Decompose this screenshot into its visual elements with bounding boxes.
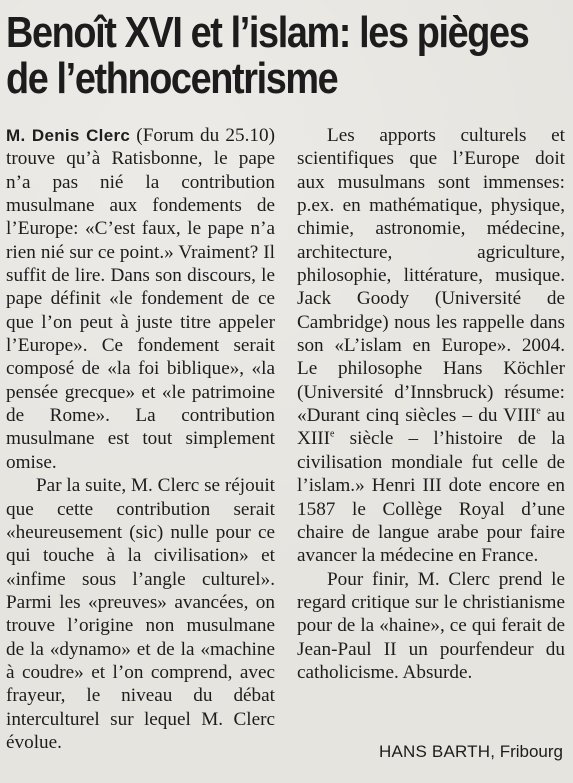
superscript-e: e xyxy=(536,405,541,417)
paragraph-3 xyxy=(297,124,565,568)
paragraph-3-text-c: siècle – l’histoire de la civilisation mondiale fut celle de l’islam.» Henri III dote encore en 1587 le Collège Royal d’une chaire de langue arabe pour faire avancer la médecine en France. xyxy=(297,428,565,567)
signature-place: Fribourg xyxy=(499,742,563,761)
letter-signature xyxy=(379,742,563,762)
author-name: M. Denis Clerc xyxy=(6,126,131,145)
left-column xyxy=(6,124,275,754)
superscript-e: e xyxy=(330,429,335,441)
signature-name: HANS BARTH xyxy=(378,742,491,761)
signature-separator: , xyxy=(490,742,500,761)
article-headline xyxy=(6,8,529,103)
right-column xyxy=(297,124,565,684)
paragraph-2: Par la suite, M. Clerc se réjouit que cette contribution serait «heureusement (sic) nulle pour ce qui touche à la civilisation» et «infime sous l’angle culturel». Parmi les «preuves» avancées, on trouve l’origine non musulmane de la «dynamo» et de la «machine à coudre» et l’on comprend, avec frayeur, le niveau du débat interculturel sur lequel M. Clerc évolue. xyxy=(6,475,275,753)
paragraph-3-text-a: Les apports culturels et scientifiques que l’Europe doit aux musulmans sont immenses: p.ex. en mathématique, physique, chimie, astronomie, médecine, architecture, agriculture, philosophie, littérature, musique. Jack Goody (Université de Cambridge) nous les rappelle dans son «L’islam en Europe». 2004. Le philosophe Hans Köchler (Université d’Innsbruck) résume: «Durant cinq siècles – du VIII xyxy=(297,125,565,427)
paragraph-1 xyxy=(6,124,275,474)
headline-line-1: Benoît XVI et l’islam: les pièges xyxy=(6,8,529,57)
paragraph-3-text-b: au XIII xyxy=(297,405,565,450)
paragraph-1-text: (Forum du 25.10) trouve qu’à Ratisbonne, le pape n’a pas nié la contribution musulmane aux fondements de l’Europe: «C’est faux, le pape n’a rien nié sur ce point.» Vraiment? Il suffit de lire. Dans son discours, le pape définit «le fondement de ce que l’on peut à juste titre appeler l’Europe». Ce fondement serait composé de «la foi biblique», «la pensée grecque» et «le patrimoine de Rome». La contribution musulmane est tout simplement omise. xyxy=(6,125,275,473)
headline-line-2: de l’ethnocentrisme xyxy=(6,54,338,103)
paragraph-4: Pour finir, M. Clerc prend le regard critique sur le christianisme pour de la «haine», ce qui ferait de Jean-Paul II un pourfendeur du catholicisme. Absurde. xyxy=(297,568,565,683)
